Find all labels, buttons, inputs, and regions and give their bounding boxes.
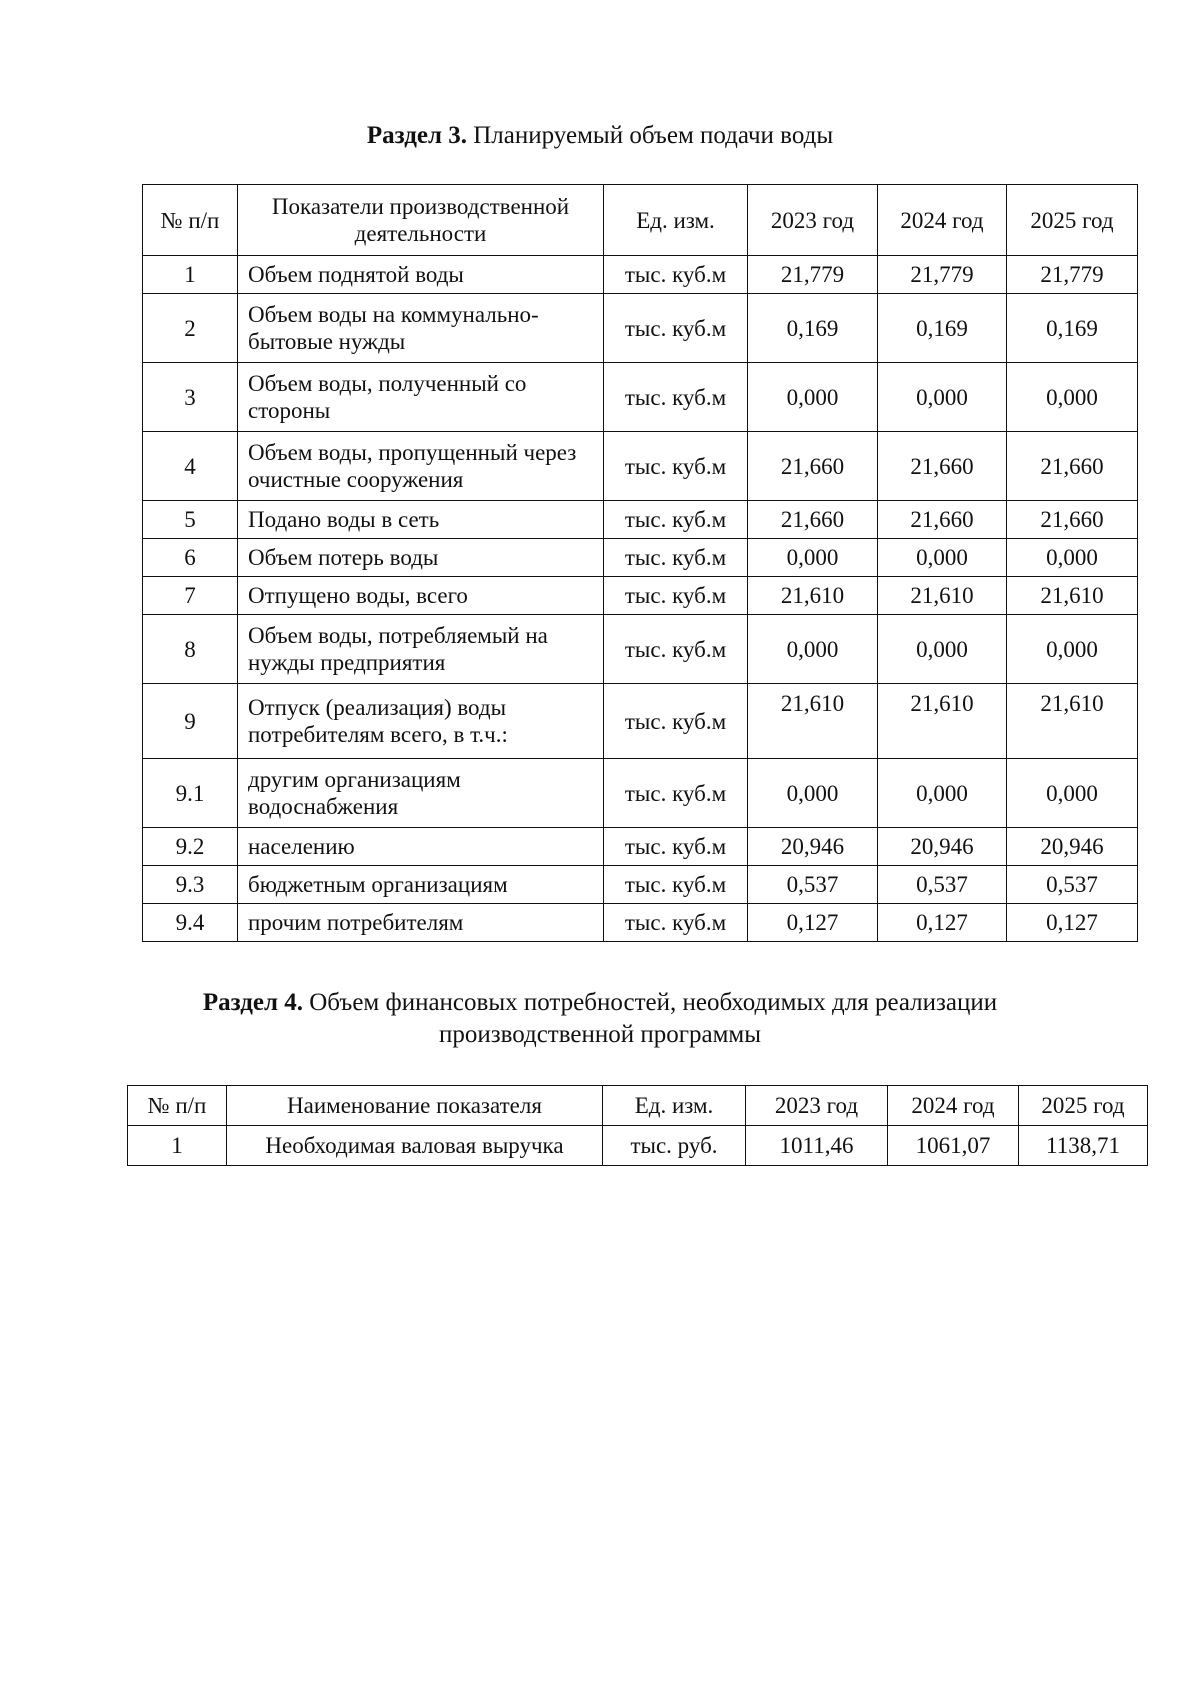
value-2024: 0,000: [878, 539, 1007, 577]
section4-title-bold: Раздел 4.: [202, 989, 303, 1016]
value-2024: 0,000: [878, 615, 1007, 684]
value-2024: 0,127: [878, 904, 1007, 942]
row-name: Объем воды, потребляемый на нужды предприятия: [238, 615, 604, 684]
value-2023: 21,610: [748, 577, 878, 615]
row-number: 3: [143, 363, 238, 432]
value-2024: 0,000: [878, 759, 1007, 828]
value-2023: 20,946: [748, 828, 878, 866]
row-number: 4: [143, 432, 238, 501]
value-2023: 0,000: [748, 539, 878, 577]
header-cell: 2023 год: [746, 1086, 888, 1126]
row-name: Отпущено воды, всего: [238, 577, 604, 615]
row-name: Объем поднятой воды: [238, 256, 604, 294]
row-unit: тыс. куб.м: [604, 432, 748, 501]
row-name: Отпуск (реализация) воды потребителям всего, в т.ч.:: [238, 684, 604, 759]
water-supply-table: [142, 184, 1138, 942]
value-2023: 21,610: [748, 684, 878, 759]
value-2025: 21,660: [1007, 432, 1138, 501]
value-2023: 0,000: [748, 615, 878, 684]
section4-title-text: Объем финансовых потребностей, необходимых для реализации: [303, 989, 998, 1016]
value-2025: 21,610: [1007, 577, 1138, 615]
row-number: 1: [143, 256, 238, 294]
value-2025: 1138,71: [1019, 1126, 1148, 1166]
row-number: 9.1: [143, 759, 238, 828]
table-row: [143, 866, 1138, 904]
row-number: 9.3: [143, 866, 238, 904]
table-row: [143, 294, 1138, 363]
row-number: 2: [143, 294, 238, 363]
header-cell: 2025 год: [1019, 1086, 1148, 1126]
value-2025: 21,610: [1007, 684, 1138, 759]
row-unit: тыс. куб.м: [604, 577, 748, 615]
value-2024: 20,946: [878, 828, 1007, 866]
row-name: Объем воды, полученный со стороны: [238, 363, 604, 432]
header-cell: Ед. изм.: [603, 1086, 746, 1126]
value-2023: 21,660: [748, 432, 878, 501]
row-unit: тыс. куб.м: [604, 501, 748, 539]
section4-title: [0, 987, 1200, 1051]
value-2025: 20,946: [1007, 828, 1138, 866]
table-row: [143, 904, 1138, 942]
row-name: Объем воды на коммунально-бытовые нужды: [238, 294, 604, 363]
header-cell: Показатели производственной деятельности: [238, 185, 604, 256]
value-2024: 0,537: [878, 866, 1007, 904]
row-unit: тыс. куб.м: [604, 294, 748, 363]
header-cell: 2023 год: [748, 185, 878, 256]
value-2023: 0,169: [748, 294, 878, 363]
table-row: [143, 363, 1138, 432]
row-unit: тыс. куб.м: [604, 904, 748, 942]
table-row: [143, 501, 1138, 539]
table-row: [128, 1126, 1148, 1166]
value-2025: 0,000: [1007, 759, 1138, 828]
row-name: населению: [238, 828, 604, 866]
value-2023: 0,537: [748, 866, 878, 904]
row-number: 9.2: [143, 828, 238, 866]
row-name: другим организациям водоснабжения: [238, 759, 604, 828]
row-unit: тыс. куб.м: [604, 363, 748, 432]
section4-title-line2: производственной программы: [438, 1021, 762, 1048]
value-2025: 0,000: [1007, 363, 1138, 432]
section3-title-bold: Раздел 3.: [366, 122, 467, 149]
row-number: 1: [128, 1126, 227, 1166]
row-unit: тыс. куб.м: [604, 759, 748, 828]
table-row: [143, 256, 1138, 294]
row-number: 9.4: [143, 904, 238, 942]
header-cell: 2024 год: [878, 185, 1007, 256]
value-2023: 0,127: [748, 904, 878, 942]
row-unit: тыс. куб.м: [604, 256, 748, 294]
header-cell: Ед. изм.: [604, 185, 748, 256]
value-2025: 0,169: [1007, 294, 1138, 363]
table-row: [143, 577, 1138, 615]
table-row: [143, 684, 1138, 759]
row-name: Необходимая валовая выручка: [227, 1126, 603, 1166]
row-unit: тыс. руб.: [603, 1126, 746, 1166]
section3-title: [0, 120, 1200, 152]
value-2024: 0,169: [878, 294, 1007, 363]
value-2024: 0,000: [878, 363, 1007, 432]
value-2024: 21,610: [878, 684, 1007, 759]
table-row: [143, 759, 1138, 828]
row-number: 7: [143, 577, 238, 615]
row-number: 6: [143, 539, 238, 577]
value-2023: 0,000: [748, 759, 878, 828]
row-number: 8: [143, 615, 238, 684]
header-cell: Наименование показателя: [227, 1086, 603, 1126]
row-name: бюджетным организациям: [238, 866, 604, 904]
value-2025: 0,127: [1007, 904, 1138, 942]
header-cell: № п/п: [128, 1086, 227, 1126]
row-name: Объем потерь воды: [238, 539, 604, 577]
row-number: 9: [143, 684, 238, 759]
table-row: [143, 539, 1138, 577]
table-header-row: [143, 185, 1138, 256]
row-name: прочим потребителям: [238, 904, 604, 942]
value-2023: 21,779: [748, 256, 878, 294]
header-cell: 2025 год: [1007, 185, 1138, 256]
row-name: Объем воды, пропущенный через очистные сооружения: [238, 432, 604, 501]
value-2023: 1011,46: [746, 1126, 888, 1166]
value-2023: 21,660: [748, 501, 878, 539]
value-2025: 0,537: [1007, 866, 1138, 904]
row-name: Подано воды в сеть: [238, 501, 604, 539]
value-2025: 21,660: [1007, 501, 1138, 539]
table-header-row: [128, 1086, 1148, 1126]
value-2024: 21,610: [878, 577, 1007, 615]
row-unit: тыс. куб.м: [604, 828, 748, 866]
value-2025: 21,779: [1007, 256, 1138, 294]
table-row: [143, 828, 1138, 866]
value-2024: 1061,07: [888, 1126, 1019, 1166]
value-2025: 0,000: [1007, 615, 1138, 684]
section3-title-text: Планируемый объем подачи воды: [467, 122, 834, 149]
value-2024: 21,660: [878, 432, 1007, 501]
row-unit: тыс. куб.м: [604, 866, 748, 904]
value-2025: 0,000: [1007, 539, 1138, 577]
value-2023: 0,000: [748, 363, 878, 432]
row-unit: тыс. куб.м: [604, 539, 748, 577]
value-2024: 21,660: [878, 501, 1007, 539]
row-unit: тыс. куб.м: [604, 684, 748, 759]
value-2024: 21,779: [878, 256, 1007, 294]
header-cell: 2024 год: [888, 1086, 1019, 1126]
table-row: [143, 615, 1138, 684]
row-number: 5: [143, 501, 238, 539]
row-unit: тыс. куб.м: [604, 615, 748, 684]
header-cell: № п/п: [143, 185, 238, 256]
table-row: [143, 432, 1138, 501]
financial-needs-table: [127, 1085, 1148, 1166]
